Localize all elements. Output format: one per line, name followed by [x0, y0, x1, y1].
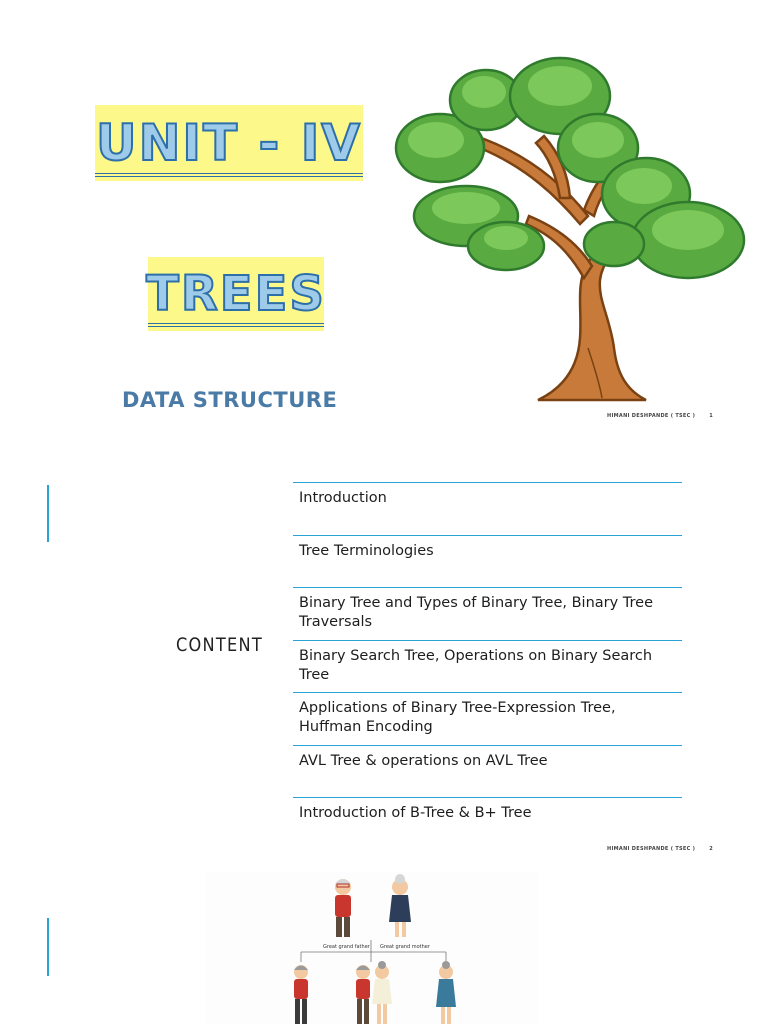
grandparent-figure-center-male	[356, 965, 370, 1024]
list-item: Applications of Binary Tree-Expression Tree, Huffman Encoding	[293, 692, 682, 745]
unit-title: UNIT - IV	[95, 114, 363, 172]
accent-bar	[47, 918, 49, 976]
great-grandfather-label: Great grand father	[323, 944, 370, 950]
topic-title-box	[148, 257, 324, 331]
great-grandmother-label: Great grand mother	[380, 944, 430, 950]
list-item: Tree Terminologies	[293, 535, 682, 588]
content-list	[293, 482, 682, 850]
great-grandfather-figure	[335, 879, 351, 937]
family-tree-illustration-icon	[206, 872, 538, 1024]
great-grandmother-figure	[389, 874, 411, 937]
content-slide	[0, 432, 768, 864]
footer-author: HIMANI DESHPANDE ( TSEC )	[607, 413, 696, 419]
list-item: AVL Tree & operations on AVL Tree	[293, 745, 682, 798]
family-tree-slide	[0, 864, 768, 1024]
section-label: CONTENT	[176, 634, 264, 656]
slide-footer	[607, 413, 713, 419]
topic-title-underline	[148, 323, 324, 327]
unit-title-underline	[95, 173, 363, 177]
subtitle: DATA STRUCTURE	[122, 388, 338, 412]
accent-bar	[47, 485, 49, 542]
list-item: Binary Tree and Types of Binary Tree, Binary Tree Traversals	[293, 587, 682, 640]
list-item: Introduction	[293, 482, 682, 535]
tree-illustration-icon	[388, 48, 748, 408]
grandparent-figure-left	[294, 965, 308, 1024]
title-slide	[0, 0, 768, 432]
slide-footer	[607, 846, 713, 852]
page-number: 2	[709, 846, 714, 852]
grandparent-figure-center-female	[372, 961, 392, 1024]
list-item: Introduction of B-Tree & B+ Tree	[293, 797, 682, 850]
unit-title-box	[95, 105, 363, 181]
topic-title: TREES	[146, 266, 326, 322]
list-item: Binary Search Tree, Operations on Binary Search Tree	[293, 640, 682, 693]
grandparent-figure-right	[436, 961, 456, 1024]
footer-author: HIMANI DESHPANDE ( TSEC )	[607, 846, 696, 852]
page-number: 1	[709, 413, 714, 419]
